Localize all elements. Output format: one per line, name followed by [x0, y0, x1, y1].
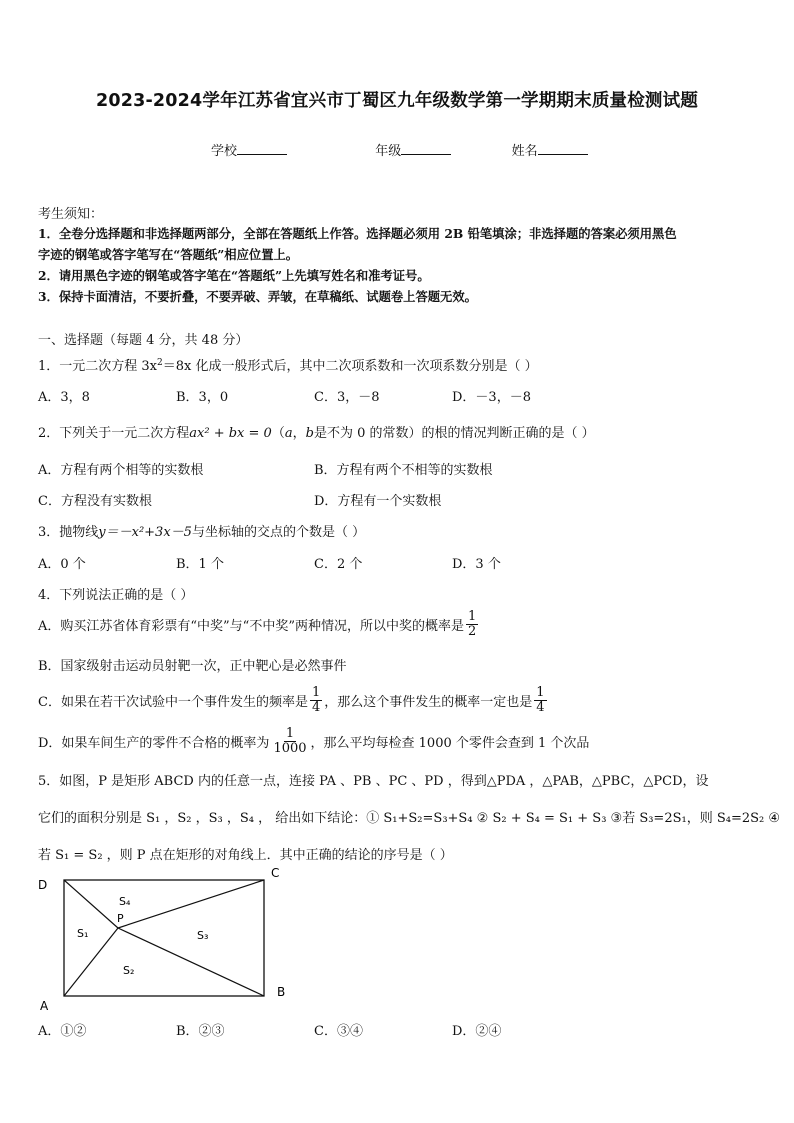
q3-option-a[interactable]: A．0 个: [38, 557, 86, 572]
point-label-p: P: [117, 912, 124, 925]
question-1-stem: 1．一元二次方程 $3x^2=8x$ 化成一般形式后，其中二次项系数和一次项系数分别是（ ）: [38, 358, 538, 374]
question-5-line-1: 5．如图，P 是矩形 ABCD 内的任意一点，连接 PA 、PB 、PC 、PD ，得到△PDA ，△PAB，△PBC，△PCD，设: [38, 774, 709, 789]
fraction-one-quarter-2: $\frac{1}{4}$: [536, 684, 545, 715]
vertex-label-b: B: [277, 985, 286, 999]
info-line: [211, 140, 588, 159]
q1-option-d[interactable]: D．－3，－8: [452, 390, 531, 405]
rectangle-diagram: [30, 862, 300, 1014]
rectangle-abcd: [64, 880, 264, 996]
grade-blank[interactable]: [401, 142, 451, 155]
q5-option-d[interactable]: D．②④: [452, 1024, 502, 1039]
name-label: 姓名: [511, 144, 538, 159]
q5-option-c[interactable]: C．③④: [314, 1024, 363, 1039]
q2-option-c[interactable]: C．方程没有实数根: [38, 494, 152, 509]
q2-option-d[interactable]: D．方程有一个实数根: [314, 494, 442, 509]
q2-option-b[interactable]: B．方程有两个不相等的实数根: [314, 463, 493, 478]
fraction-one-half: $\frac{1}{2}$: [467, 608, 477, 639]
vertex-label-a: A: [40, 999, 49, 1013]
name-blank[interactable]: [538, 142, 588, 155]
fraction-one-quarter-1: $\frac{1}{4}$: [311, 684, 321, 715]
q2-option-a[interactable]: A．方程有两个相等的实数根: [38, 463, 204, 478]
q1-option-a[interactable]: A．3，8: [38, 390, 90, 405]
area-label-s3: S₃: [197, 929, 209, 942]
notice-heading: 考生须知：: [38, 207, 104, 222]
segment-pb: [118, 928, 264, 996]
notice-line-2: 2．请用黑色字迹的钢笔或答字笔在“答题纸”上先填写姓名和准考证号。: [38, 268, 430, 283]
grade-label: 年级: [375, 144, 402, 159]
segment-pa: [64, 928, 118, 996]
q1-option-c[interactable]: C．3，－8: [314, 390, 380, 405]
vertex-label-c: C: [271, 866, 280, 880]
q3-option-d[interactable]: D．3 个: [452, 557, 501, 572]
question-2-stem: 2．下列关于一元二次方程ax² + bx = 0（a，b是不为 0 的常数）的根的情况判断正确的是（ ）: [38, 426, 595, 441]
area-label-s4: S₄: [119, 895, 131, 908]
q3-equation: y＝－x²+3x－5: [98, 525, 192, 540]
question-4-stem: 4．下列说法正确的是（ ）: [38, 588, 194, 603]
school-label: 学校: [211, 144, 238, 159]
fraction-one-thousandth: $\frac{1}{1000}$: [273, 725, 307, 756]
notice-line-1a: 1．全卷分选择题和非选择题两部分，全部在答题纸上作答。选择题必须用 2B 铅笔填涂；非选择题的答案必须用黑色: [38, 226, 677, 241]
area-label-s2: S₂: [123, 964, 135, 977]
q5-option-a[interactable]: A．①②: [38, 1024, 87, 1039]
q1-option-b[interactable]: B．3，0: [176, 390, 229, 405]
q2-equation: ax² + bx = 0: [189, 426, 272, 441]
school-blank[interactable]: [237, 142, 287, 155]
notice-line-1b: 字迹的钢笔或答字笔写在“答题纸”相应位置上。: [38, 247, 299, 262]
segment-pc: [118, 880, 264, 928]
q4-option-b[interactable]: B．国家级射击运动员射靶一次，正中靶心是必然事件: [38, 659, 347, 674]
area-label-s1: S₁: [77, 927, 89, 940]
q3-option-b[interactable]: B．1 个: [176, 557, 224, 572]
question-3-stem: 3．抛物线y＝－x²+3x－5与坐标轴的交点的个数是（ ）: [38, 525, 366, 540]
page-title: 2023-2024学年江苏省宜兴市丁蜀区九年级数学第一学期期末质量检测试题: [95, 91, 699, 111]
q5-option-b[interactable]: B．②③: [176, 1024, 225, 1039]
q4-option-a[interactable]: A．购买江苏省体育彩票有“中奖”与“不中奖”两种情况，所以中奖的概率是 $\frac{1}{2}$: [38, 608, 477, 639]
q4-option-c[interactable]: C．如果在若干次试验中一个事件发生的频率是 $\frac{1}{4}$ ，那么这个事件发生的概率一定也是 $\frac{1}{4}$: [38, 684, 545, 715]
q4-option-d[interactable]: D．如果车间生产的零件不合格的概率为 $\frac{1}{1000}$ ，那么平均每检查 1000 个零件会查到 1 个次品: [38, 725, 590, 756]
q3-option-c[interactable]: C．2 个: [314, 557, 363, 572]
question-5-line-2: 它们的面积分别是 S₁ ，S₂ ，S₃ ，S₄ ， 给出如下结论：① S₁+S₂=S₃+S₄ ② S₂ + S₄ = S₁ + S₃ ③若 S₃=2S₁，则 S₄=2S₂ ④: [38, 811, 781, 826]
vertex-label-d: D: [38, 878, 48, 892]
notice-line-3: 3．保持卡面清洁，不要折叠，不要弄破、弄皱，在草稿纸、试题卷上答题无效。: [38, 289, 477, 304]
question-5-line-3: 若 S₁ = S₂ ，则 P 点在矩形的对角线上．其中正确的结论的序号是（ ）: [38, 848, 453, 863]
section-heading: 一、选择题（每题 4 分，共 48 分）: [38, 333, 249, 348]
segment-pd: [64, 880, 118, 928]
